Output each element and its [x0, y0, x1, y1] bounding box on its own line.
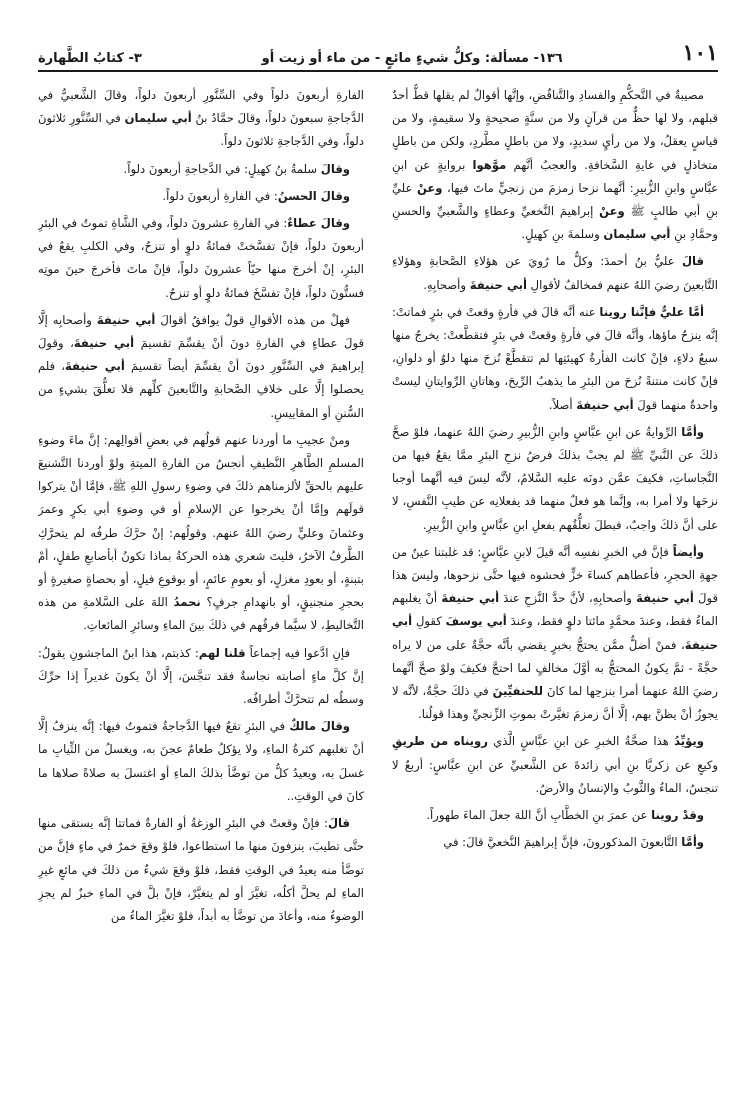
bold-term: وقالَ عطاءٌ [287, 216, 350, 231]
text-run: في البئرِ تقعُ فيها الدَّجاجةُ فتموتُ فيها: إنَّه ينزفُ إلَّا أنْ تغلبهم كثرةُ الماءِ، ولا يؤكلُ طعامٌ عجنَ به، ويغسلُ من الثِّيابِ ما غسلَ به، ويعيدُ كلُّ من توضَّأ بذلكَ الماءِ أو اغتسلَ به صلاةً صلاها ما كانَ في الوقتِ.. [38, 719, 364, 803]
text-run: عن عمرَ بنِ الخطَّابِ أنَّ اللهَ جعلَ الماءَ طهوراً. [426, 808, 652, 823]
page-number: ١٠١ [682, 40, 718, 66]
bold-term: أبي حنيفةَ [65, 359, 125, 374]
bold-term: أبي حنيفةَ [636, 591, 694, 606]
bold-term: موَّهوا [472, 157, 507, 172]
paragraph [392, 84, 718, 246]
text-run: مصيبةٌ في التَّحكُّمِ والفسادِ والتَّناقُضِ، وإنَّها أقوالٌ لم يقلها قطُّ أحدٌ قبلهم، ولا لها حظٌّ من قرآنٍ ولا من سنَّةٍ صحيحةٍ ولا سقيمةٍ، ولا من قياسٍ يعقلُ، ولا من رأيٍ سديدٍ، ولا من باطلٍ مطَّردٍ، ولكن من باطلٍ متخاذلٍ في غايةِ السَّخافةِ. والعجبُ أنَّهم [392, 88, 718, 172]
paragraph [392, 804, 718, 827]
bold-term: قالَ [681, 254, 704, 269]
bold-term: للحنفيِّينَ [492, 684, 544, 699]
text-run: كقولِ [412, 614, 446, 629]
text-run: سلمةُ بنُ كهيلٍ: في الدَّجاجةِ أربعونَ دلواً. [123, 161, 321, 176]
text-run: فإنَّ في الخبرِ نفسِه أنَّه قيلَ لابنِ عبَّاسٍ: قد غلبتنا عينٌ من جهةِ الحجرِ، فأعطاهم كساءَ خزٍّ فحشوه فيها حتَّى نزحوها، وليسَ هذا قولَ [392, 544, 718, 606]
text-run: فإنِ ادَّعوا فيه إجماعاً [245, 645, 350, 660]
bold-term: وعنْ [599, 204, 625, 219]
bold-term: رويناه من طريقِ [392, 734, 488, 749]
paragraph [38, 715, 364, 808]
paragraph [38, 429, 364, 638]
text-run: هذا صحَّةُ الخبرِ عن ابنِ عبَّاسٍ الَّذي [487, 734, 675, 749]
bold-term: وقالَ مالكٌ [289, 719, 350, 734]
bold-term: نحمدُ [173, 595, 201, 610]
text-run: عليُّ بنُ أحمدَ: وكلُّ ما رُويَ عن هؤلاءِ الصَّحابةِ وهؤلاءِ التَّابعينَ رضيَ اللهُ عنهم فمخالفٌ لأقوالِ [392, 254, 718, 292]
text-run: : في الفارةِ أربعونَ دلواً. [162, 188, 278, 203]
bold-term: أبي حنيفةَ [469, 277, 527, 292]
text-run: وأصحابِه إلَّا قولَ عطاءٍ في الفارةِ دونَ أنْ يقسِّمَ تقسيمَ [38, 312, 364, 351]
bold-term: قالَ [327, 816, 350, 831]
text-run: أنْ يغلبهم الماءُ فقط، وعندَ محمَّدٍ مائتا دلوٍ فقط، وعندَ [392, 591, 718, 629]
text-run: ومنْ عجيبِ ما أوردنا عنهم قولُهم في بعضِ أقوالِهم: إنَّ ماءَ وضوءِ المسلمِ الطَّاهرِ النَّظيفِ أنجسُ من الفارةِ الميتةِ ولوْ أوردنا التَّشنيعَ عليهم بالحقِّ لألزمناهم ذلكَ في وضوءِ رسولِ اللهِ ﷺ، فإمَّا أنْ يتركوا قولَهم وإمَّا أنْ يخرجوا عن الإسلامِ أو في وضوءِ أبي بكرٍ وعمرَ وعثمانَ وعليٍّ رضيَ اللهُ عنهم. وقولُهم: إنْ حرَّكَ طرفُه لم يتحرَّكِ الطَّرفُ الآخرُ، فليتَ شعري هذه الحركةُ بماذا تكونُ أبأصابعِ طفلٍ، أمْ بتبنةٍ، أو بعودِ مغزلٍ، أو بعومِ عائمٍ، أو بوقوعِ فيلٍ، أو بحصاةٍ صغيرةٍ أو بحجرِ منجنيقٍ، أو بانهدامِ جرفٍ؟ [38, 432, 364, 610]
text-run: فهلْ من هذه الأقوالِ قولٌ يوافقُ أقوالَ [155, 312, 350, 327]
text-run: وأصحابِهِ، لأنَّ حدَّ النَّزحِ عندَ [499, 591, 637, 606]
left-column [38, 84, 364, 1066]
paragraph [38, 309, 364, 425]
text-run: بروايةٍ عن ابنِ عبَّاسٍ وابنِ الزُّبيرِ: أنَّهما نزحا زمزمَ من زنجيٍّ ماتَ فيها، [392, 157, 718, 195]
bold-term: أبي حنيفةَ [576, 397, 634, 412]
text-run: إبراهيمَ النَّخعيِّ وعطاءٍ والشَّعبيِّ والحسنِ وحمَّادِ بنِ [392, 204, 718, 242]
right-column [392, 84, 718, 1066]
book-title: ٣- كتابُ الطَّهارة [38, 51, 142, 66]
bold-term: وقدْ روينا [651, 808, 704, 823]
bold-term: وأمَّا [681, 424, 704, 439]
text-run: عنه أنَّه قالَ في فأرةٍ وقعتْ في بئرٍ فماتتْ: إنَّه ينزحُ ماؤها، وأنَّه قالَ في فأرةٍ وقعتْ في بئرٍ فتقطَّعتْ: يخرجُ منها سبعُ دلاءٍ، فإنْ كانت الفأرةُ كهيئتِها لم تتقطَّعْ نُزحَ منها دلوٌ أو دلوانِ، فإنْ كانت منتنةً نُزحَ من البئرِ ما يذهبُ الرِّيحَ، وهاتانِ الرِّوايتانِ ليستْ واحدةٌ منهما قولَ [392, 304, 718, 412]
bold-term: أبي حنيفةَ [73, 336, 135, 351]
paragraph [392, 541, 718, 727]
text-run: وسلمةَ بنِ كهيلٍ. [521, 227, 604, 242]
bold-term: أبي يوسفَ [445, 614, 507, 629]
paragraph [392, 301, 718, 417]
text-run: الفارةِ أربعونَ دلواً وفي السِّنَّورِ أربعونَ دلواً، وقالَ الشَّعبيُّ في الدَّجاجةِ سبعونَ دلواً، وقالَ حمَّادُ بنُ [38, 88, 364, 126]
paragraph [392, 421, 718, 537]
bold-term: وعنْ [416, 180, 443, 195]
text-run: وكيعٍ عن زكريَّا بنِ أبي زائدةَ عن الشَّعبيِّ عن ابنِ عبَّاسٍ: أربعٌ لا تنجسُ، الماءُ والثَّوبُ والإنسانُ والأرضُ. [392, 757, 718, 795]
running-title: ١٣٦- مسألة: وكلُّ شيءٍ مائعٍ - من ماء أو زيت أو [261, 51, 563, 66]
bold-term: أبي حنيفةَ [392, 614, 718, 652]
page-header [38, 36, 718, 72]
text-run: اللهَ على السَّلامةِ من هذه التَّخاليطِ، لا سيَّما فرقُهم في ذلكَ بينَ الماءِ وسائرِ المائعاتِ. [38, 595, 364, 633]
bold-term: وقالَ [320, 161, 350, 176]
bold-term: وقالَ الحسنُ [277, 188, 350, 203]
text-run: وأصحابِهِ. [423, 277, 470, 292]
bold-term: أمَّا عليٌّ [660, 304, 705, 319]
bold-term: وأيضاً [672, 544, 704, 559]
text-run: ، فلم يحصلوا إلَّا على خلافِ الصَّحابةِ والتَّابعينَ كلِّهم فلا تعلُّقَ بشيءٍ من السُّننِ أو المقاييسِ. [38, 359, 364, 420]
paragraph [38, 158, 364, 181]
text-run: ، وقولَ إبراهيمَ في السِّنَّورِ دونَ أنْ يقسِّمَ أيضاً تقسيمَ [38, 336, 364, 374]
bold-term: أبي سليمان [124, 111, 192, 126]
paragraph [38, 212, 364, 305]
text-columns [38, 84, 718, 1066]
text-run: عليِّ بنِ أبي طالبٍ ﷺ [392, 180, 718, 219]
bold-term: أبي حنيفةَ [96, 312, 156, 327]
text-run: : كذبتم، هذا ابنُ الماجشونِ يقولُ: إنَّ كلَّ ماءٍ أصابته نجاسةٌ فقد تنجَّسَ، إلَّا أنْ يكونَ غديراً إذا حرِّكَ وسطُه لم تتحرَّكْ أطرافُه. [38, 645, 364, 707]
paragraph [392, 730, 718, 800]
paragraph [38, 642, 364, 712]
text-run: في السِّنَّورِ ثلاثونَ دلواً، وفي الدَّجاجةِ ثلاثونَ دلواً. [38, 111, 364, 149]
text-run: الرِّوايةُ عن ابنِ عبَّاسٍ وابنِ الزُّبيرِ رضيَ اللهُ عنهما، فلوْ صحَّ ذلكَ عن النَّبيِّ ﷺ لم يجبْ بذلكَ فرضُ نزحِ البئرِ ممَّا يقعُ فيها من النَّجاساتِ، فكيفَ عمَّن دونَه عليه السَّلامُ، لأنَّه ليسَ فيه أنَّهما أوجبا نزحَها ولا أمرا به، وإنَّما هو فعلٌ منهما قد يفعلانِه عن طيبِ النَّفسِ، لا على أنَّ ذلكَ واجبٌ، فبطلَ تعلُّقُهم بفعلِ ابنِ عبَّاسٍ وابنِ الزُّبيرِ. [392, 424, 718, 532]
paragraph [38, 812, 364, 928]
text-run: التَّابعونَ المذكورونَ، فإنَّ إبراهيمَ النَّخعيَّ قالَ: في [443, 835, 682, 850]
bold-term: أبي حنيفةَ [441, 591, 500, 606]
bold-term: وأمَّا [681, 835, 704, 850]
bold-term: أبي سليمان [603, 227, 671, 242]
text-run: ، فمنْ أضلُّ ممَّن يحتجُّ بخبرٍ يقضي بأنَّه حجَّةٌ على من لا يراه حجَّةً - ثمَّ يكونُ المحتجُّ به أوَّلَ مخالفٍ لما احتجَّ فكيفَ ولوْ صحَّ أنَّهما رضيَ اللهُ عنهما أمرا بنزحِها لما كانَ [392, 637, 718, 699]
bold-term: قلنا لهم [198, 645, 246, 660]
paragraph [38, 185, 364, 208]
text-run: : في الفارةِ عشرونَ دلواً، وفي الشَّاةِ تموتُ في البئرِ أربعونَ دلواً، فإنْ تفسَّختْ فمائةُ دلوٍ أو تنزحُ، وفي الكلبِ يقعُ في البئرِ، إنْ أخرجَ منها حيّاً عشرونَ دلواً، فإنْ ماتَ فأخرجَ حينَ موتِه فستُّونَ دلواً، فإنْ تفسَّخَ فمائةُ دلوٍ أو تنزحُ. [38, 216, 364, 300]
paragraph [392, 831, 718, 854]
text-run: في ذلكَ حجَّةٌ، لأنَّه لا يجوزُ أنْ يظنَّ بهم، إلَّا أنَّ زمزمَ تغيَّرتْ بموتِ الزِّنجيِّ وهذا قولُنا. [392, 684, 718, 722]
paragraph [392, 250, 718, 296]
bold-term: ويؤيِّدُ [674, 734, 704, 749]
bold-term: فإنَّنا روينا [599, 304, 657, 319]
text-run: : فإنْ وقعتْ في البئرِ الوزغةُ أو الفارةُ فماتتا إنَّه يستقى منها حتَّى تطيبَ، ينزفونَ منها ما استطاعوا، فلوْ وقعَ خمرٌ في ماءٍ فإنَّ من توضَّأ منه يعيدُ في الوقتِ فقط، فلوْ وقعَ شيءٌ من ذلكَ في مائعٍ غيرِ الماءِ لم يحلَّ أكلُه، تغيَّرَ أو لم يتغيَّرْ، فإنْ بلَّ في الماءِ خبزٌ لم يجزِ الوضوءُ منه، وأعادَ من توضَّأ به أبداً، فلوْ تغيَّرَ الماءُ من [38, 816, 364, 923]
paragraph [38, 84, 364, 154]
text-run: أصلاً. [548, 397, 577, 412]
